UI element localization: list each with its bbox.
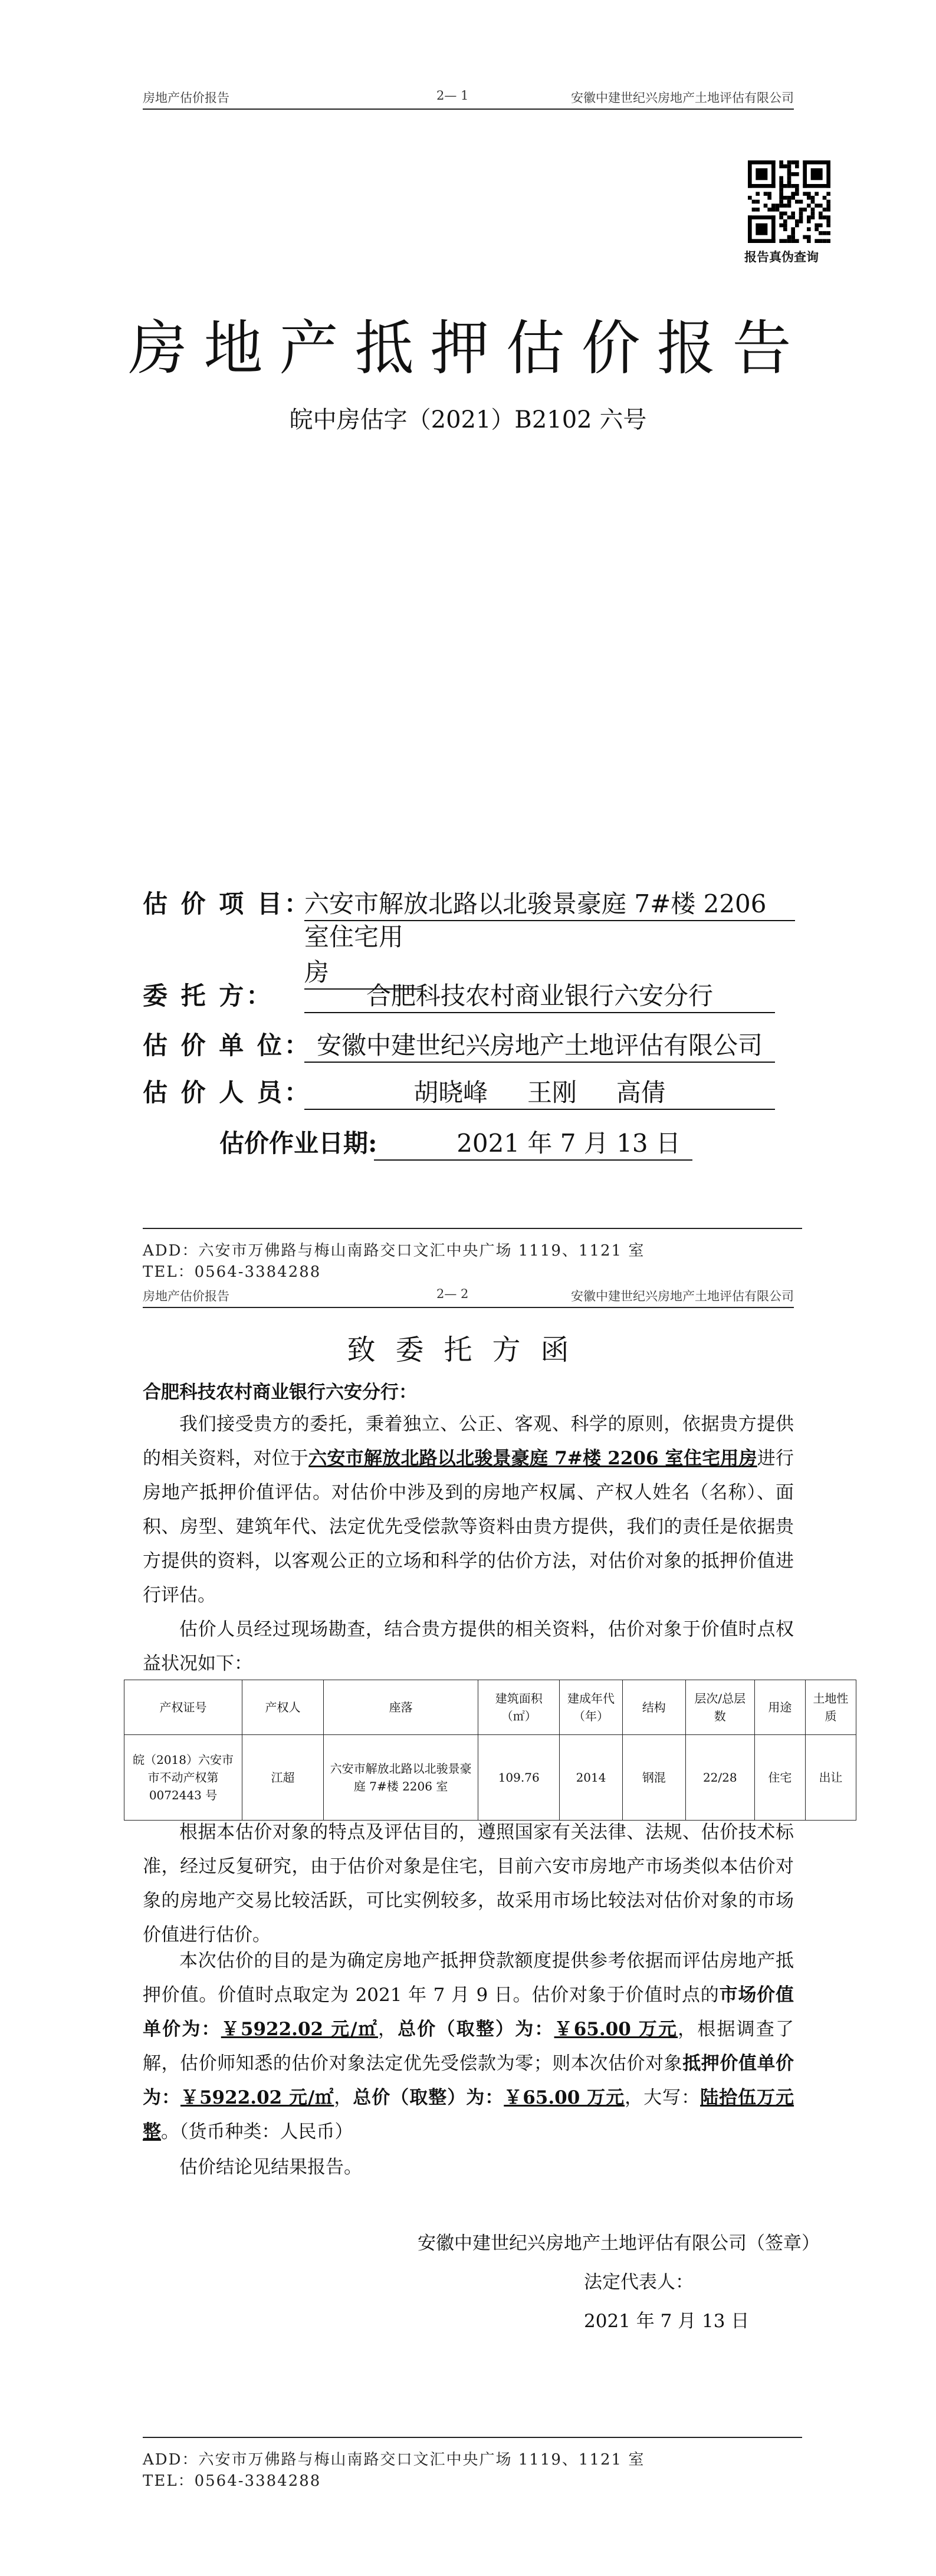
table-header-cell: 座落 (323, 1680, 478, 1735)
item-client-value: 合肥科技农村商业银行六安分行 (304, 977, 775, 1013)
footer-address: ADD：六安市万佛路与梅山南路交口文汇中央广场 1119、1121 室 (143, 1242, 645, 1260)
footer-phone: TEL：0564-3384288 (143, 2472, 321, 2490)
table-header-cell: 建筑面积（㎡） (478, 1680, 560, 1735)
letter-title: 致委托方函 (347, 1333, 589, 1366)
item-project-label: 估 价 项 目： (143, 889, 311, 918)
letter-paragraph-5 (143, 2150, 794, 2184)
signature-representative: 法定代表人： (584, 2272, 694, 2293)
item-appraisers (143, 1073, 797, 1109)
p4-market-unit-label: 市场价值单价为： (143, 1984, 794, 2040)
item-date-label: 估价作业日期: (219, 1129, 377, 1158)
p4-market-total-label: 总价（取整）为： (398, 2019, 554, 2040)
table-header-cell: 层次/总层数 (685, 1680, 754, 1735)
table-header-cell: 建成年代（年） (560, 1680, 623, 1735)
footer-rule (143, 2437, 802, 2438)
table-cell: 109.76 (478, 1735, 560, 1821)
p4-sep: ， (377, 2019, 398, 2040)
p1-text-a: 我们接受贵方的委托，秉着独立、公正、客观、科学的原则，依据贵方提供的相关资料，对位于 (143, 1414, 794, 1469)
table-header-cell: 土地性质 (805, 1680, 856, 1735)
item-unit-value: 安徽中建世纪兴房地产土地评估有限公司 (304, 1026, 775, 1063)
p4-mortgage-total-label: 总价（取整）为： (353, 2087, 504, 2108)
report-title: 房地产抵押估价报告 (128, 314, 808, 383)
qr-caption: 报告真伪查询 (744, 249, 819, 264)
header-report-label: 房地产估价报告 (143, 91, 229, 105)
p1-text-c: 进行房地产抵押价值评估。对估价中涉及到的房地产权属、产权人姓名（名称）、面积、房型、建筑年代、法定优先受偿款等资料由贵方提供，我们的责任是依据贵方提供的资料，以客观公正的立场和科学的估价方法，对估价对象的抵押价值进行评估。 (143, 1448, 794, 1606)
item-client (143, 977, 797, 1012)
table-header-cell: 产权证号 (124, 1680, 242, 1735)
p3-text: 根据本估价对象的特点及评估目的，遵照国家有关法律、法规、估价技术标准，经过反复研究，由于估价对象是住宅，目前六安市房地产市场类似本估价对象的房地产交易比较活跃，可比实例较多，故采用市场比较法对估价对象的市场价值进行估价。 (143, 1822, 794, 1946)
p4-text-m: ，大写： (625, 2087, 701, 2108)
letter-paragraph-1 (143, 1407, 794, 1612)
item-appraisers-label: 估 价 人 员： (143, 1078, 311, 1107)
signature-company: 安徽中建世纪兴房地产土地评估有限公司（签章） (418, 2233, 820, 2254)
table-cell: 皖（2018）六安市市不动产权第 0072443 号 (124, 1735, 242, 1821)
item-project-value-line1: 六安市解放北路以北骏景豪庭 7#楼 2206 (304, 885, 795, 921)
p4-mortgage-total: ￥65.00 万元 (504, 2087, 625, 2108)
item-date (143, 1124, 797, 1159)
p5-text: 估价结论见结果报告。 (179, 2157, 362, 2178)
item-appraisers-value: 胡晓峰 王刚 高倩 (304, 1073, 775, 1110)
header-rule (143, 1307, 794, 1308)
table-header-cell: 产权人 (242, 1680, 324, 1735)
table-cell: 22/28 (685, 1735, 754, 1821)
letter-addressee: 合肥科技农村商业银行六安分行： (143, 1382, 417, 1403)
qr-code-icon[interactable] (748, 160, 830, 243)
header-report-label: 房地产估价报告 (143, 1289, 229, 1303)
item-project (143, 885, 797, 987)
p4-text-g: ，根据调查了解，估价师知悉的估价对象法定优先受偿款为零；则本次估价对象 (143, 2019, 794, 2074)
header-company: 安徽中建世纪兴房地产土地评估有限公司 (571, 91, 794, 105)
p4-sep: ， (334, 2087, 353, 2108)
p4-text-a: 本次估价的目的是为确定房地产抵押贷款额度提供参考依据而评估房地产抵押价值。价值时点取定为 2021 年 7 月 9 日。估价对象于价值时点的 (143, 1950, 794, 2006)
p4-mortgage-unit-label: 抵押价值单价为： (143, 2053, 794, 2108)
header-page-number: 2— 1 (436, 88, 469, 103)
table-cell: 住宅 (754, 1735, 805, 1821)
header-company: 安徽中建世纪兴房地产土地评估有限公司 (571, 1289, 794, 1303)
report-number: 皖中房估字（2021）B2102 六号 (289, 406, 647, 433)
table-header-row (124, 1680, 856, 1735)
signature-date: 2021 年 7 月 13 日 (584, 2311, 750, 2332)
table-header-cell: 用途 (754, 1680, 805, 1735)
footer-address: ADD：六安市万佛路与梅山南路交口文汇中央广场 1119、1121 室 (143, 2451, 645, 2469)
item-client-label: 委 托 方： (143, 981, 274, 1010)
table-cell: 江超 (242, 1735, 324, 1821)
footer-phone: TEL：0564-3384288 (143, 1263, 321, 1281)
item-unit (143, 1026, 797, 1062)
letter-paragraph-4 (143, 1944, 794, 2149)
p2-text: 估价人员经过现场勘查，结合贵方提供的相关资料，估价对象于价值时点权益状况如下： (143, 1619, 794, 1674)
p1-property-address: 六安市解放北路以北骏景豪庭 7#楼 2206 室住宅用房 (308, 1448, 757, 1469)
header-rule (143, 109, 794, 110)
p4-market-total: ￥65.00 万元 (554, 2019, 678, 2040)
table-cell: 出让 (805, 1735, 856, 1821)
letter-paragraph-3 (143, 1815, 794, 1952)
item-date-value: 2021 年 7 月 13 日 (374, 1124, 692, 1161)
footer-rule (143, 1228, 802, 1229)
p4-market-unit-price: ￥5922.02 元/㎡ (221, 2019, 378, 2040)
table-cell: 六安市解放北路以北骏景豪庭 7#楼 2206 室 (323, 1735, 478, 1821)
p4-text-o: 。（货币种类：人民币） (161, 2121, 353, 2143)
header-page-number: 2— 2 (436, 1287, 469, 1301)
property-table (124, 1680, 856, 1821)
table-header-cell: 结构 (622, 1680, 685, 1735)
p4-mortgage-unit-price: ￥5922.02 元/㎡ (180, 2087, 334, 2108)
table-cell: 2014 (560, 1735, 623, 1821)
item-unit-label: 估 价 单 位： (143, 1031, 311, 1060)
table-row (124, 1735, 856, 1821)
letter-paragraph-2 (143, 1612, 794, 1681)
table-cell: 钢混 (622, 1735, 685, 1821)
p4-total-in-words: 陆拾伍万元整 (143, 2087, 794, 2143)
item-project-value-line2: 室住宅用房 (304, 918, 422, 990)
